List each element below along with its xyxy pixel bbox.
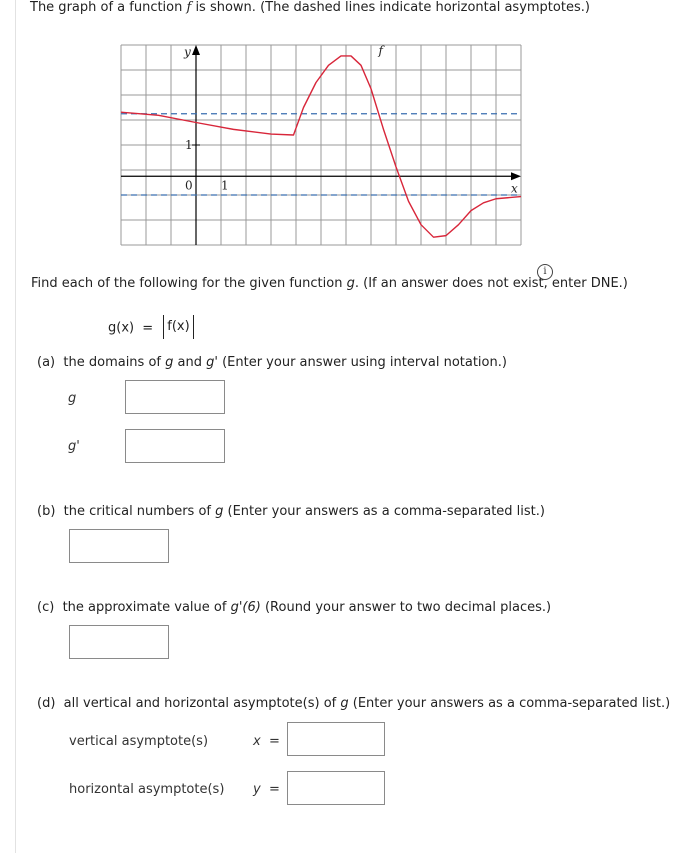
- part-d-prompt: (d) all vertical and horizontal asymptote(s) of g (Enter your answers as a comma-separated list.): [37, 696, 671, 711]
- absolute-value: [163, 315, 193, 339]
- definition-lhs: g(x): [108, 320, 135, 336]
- vertical-asymptote-eq: x =: [253, 734, 280, 749]
- y-axis-arrow: [192, 45, 200, 55]
- instructions: Find each of the following for the given function g. (If an answer does not exist, enter DNE.): [31, 276, 628, 291]
- horizontal-asymptote-label: horizontal asymptote(s): [69, 782, 225, 797]
- critical-numbers-input[interactable]: [69, 529, 169, 563]
- part-c-prompt: (c) the approximate value of g'(6) (Round your answer to two decimal places.): [37, 600, 552, 615]
- horizontal-asymptote-input[interactable]: [287, 771, 385, 805]
- x-tick-label: 1: [221, 178, 229, 193]
- curve-f-label: f: [378, 44, 383, 58]
- function-definition: [108, 316, 194, 340]
- derivative-value-input[interactable]: [69, 625, 169, 659]
- domain-g-input[interactable]: [125, 380, 225, 414]
- y-axis-label: y: [184, 45, 191, 59]
- domain-g-prime-label: g': [68, 439, 80, 454]
- x-axis-arrow: [511, 172, 521, 180]
- y-tick-label: 1: [185, 138, 193, 152]
- vertical-asymptote-label: vertical asymptote(s): [69, 734, 209, 749]
- definition-equals: =: [142, 320, 154, 336]
- absolute-value-content: f(x): [167, 319, 190, 334]
- origin-label: 0: [185, 178, 193, 193]
- info-icon[interactable]: i: [537, 264, 553, 280]
- x-axis-label: x: [511, 181, 518, 196]
- problem-intro: The graph of a function f is shown. (The dashed lines indicate horizontal asymptotes.): [30, 0, 590, 15]
- domain-g-prime-input[interactable]: [125, 429, 225, 463]
- left-margin-rule: [15, 0, 16, 853]
- horizontal-asymptote-eq: y =: [253, 782, 280, 797]
- domain-g-label: g: [68, 391, 77, 406]
- intro-var-f: f: [186, 0, 192, 15]
- vertical-asymptote-input[interactable]: [287, 722, 385, 756]
- function-graph: [120, 44, 522, 247]
- part-a-prompt: (a) the domains of g and g' (Enter your answer using interval notation.): [37, 355, 507, 370]
- part-b-prompt: (b) the critical numbers of g (Enter your answers as a comma-separated list.): [37, 504, 545, 519]
